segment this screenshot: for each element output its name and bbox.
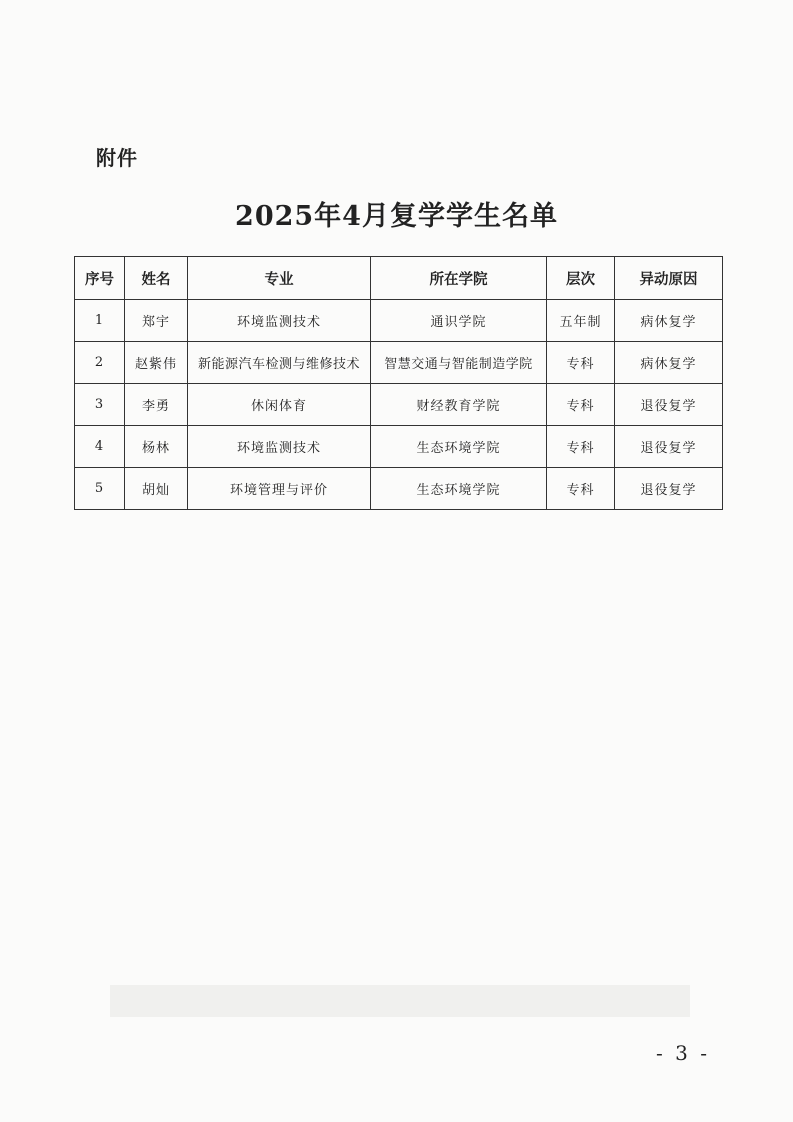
cell-major: 新能源汽车检测与维修技术 — [188, 342, 371, 384]
cell-level: 专科 — [547, 426, 615, 468]
cell-college: 财经教育学院 — [371, 384, 547, 426]
cell-change-reason: 退役复学 — [615, 468, 723, 510]
cell-serial-number: 5 — [75, 468, 125, 510]
cell-change-reason: 退役复学 — [615, 426, 723, 468]
cell-name: 李勇 — [125, 384, 188, 426]
cell-major: 环境管理与评价 — [188, 468, 371, 510]
student-roster-table — [74, 256, 723, 510]
cell-serial-number: 2 — [75, 342, 125, 384]
header-serial-number: 序号 — [75, 257, 125, 300]
cell-level: 专科 — [547, 384, 615, 426]
cell-serial-number: 3 — [75, 384, 125, 426]
cell-college: 通识学院 — [371, 300, 547, 342]
header-name: 姓名 — [125, 257, 188, 300]
cell-change-reason: 病休复学 — [615, 300, 723, 342]
cell-college: 生态环境学院 — [371, 426, 547, 468]
cell-name: 胡灿 — [125, 468, 188, 510]
cell-change-reason: 病休复学 — [615, 342, 723, 384]
cell-name: 赵紫伟 — [125, 342, 188, 384]
cell-name: 杨林 — [125, 426, 188, 468]
cell-level: 专科 — [547, 342, 615, 384]
table-row — [75, 468, 723, 510]
table-header-row — [75, 257, 723, 300]
table-row — [75, 300, 723, 342]
document-title: 2025年4月复学学生名单 — [235, 201, 558, 232]
cell-level: 专科 — [547, 468, 615, 510]
table-row — [75, 426, 723, 468]
cell-major: 环境监测技术 — [188, 300, 371, 342]
cell-level: 五年制 — [547, 300, 615, 342]
cell-major: 环境监测技术 — [188, 426, 371, 468]
cell-serial-number: 4 — [75, 426, 125, 468]
header-change-reason: 异动原因 — [615, 257, 723, 300]
header-college: 所在学院 — [371, 257, 547, 300]
faint-bleed-through-band — [110, 985, 690, 1017]
cell-major: 休闲体育 — [188, 384, 371, 426]
cell-college: 智慧交通与智能制造学院 — [371, 342, 547, 384]
attachment-label: 附件 — [96, 146, 138, 170]
header-major: 专业 — [188, 257, 371, 300]
table-row — [75, 342, 723, 384]
cell-change-reason: 退役复学 — [615, 384, 723, 426]
cell-name: 郑宇 — [125, 300, 188, 342]
header-level: 层次 — [547, 257, 615, 300]
page-number: - 3 - — [656, 1041, 710, 1065]
table-row — [75, 384, 723, 426]
cell-college: 生态环境学院 — [371, 468, 547, 510]
cell-serial-number: 1 — [75, 300, 125, 342]
